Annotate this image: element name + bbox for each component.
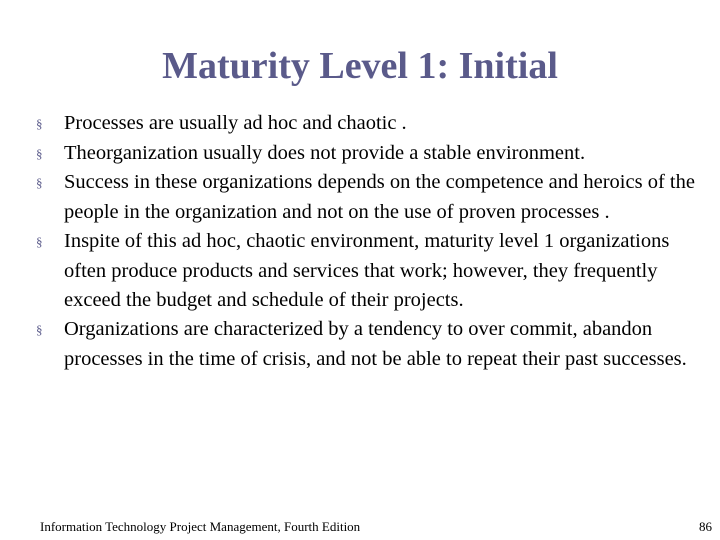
bullet-text: Inspite of this ad hoc, chaotic environment, maturity level 1 organizations often produce products and services that work; however, they frequently exceed the budget and schedule of their projects. <box>64 230 670 311</box>
bullet-marker-icon: § <box>36 234 43 250</box>
bullet-item <box>34 227 702 315</box>
slide-title: Maturity Level 1: Initial <box>162 45 558 87</box>
bullet-item <box>34 139 702 168</box>
bullet-text: Theorganization usually does not provide a stable environment. <box>64 141 586 164</box>
bullet-marker-icon: § <box>36 116 43 131</box>
bullet-list <box>34 109 702 374</box>
bullet-item <box>34 168 702 226</box>
bullet-item <box>34 109 702 138</box>
bullet-text: Processes are usually ad hoc and chaotic . <box>64 112 407 134</box>
bullet-marker-icon: § <box>36 175 43 191</box>
bullet-marker-icon: § <box>36 322 43 338</box>
bullet-text: Organizations are characterized by a tendency to over commit, abandon processes in the time of crisis, and not be able to repeat their past successes. <box>64 318 687 370</box>
bullet-item <box>34 315 702 373</box>
bullet-marker-icon: § <box>36 145 43 161</box>
bullet-text: Success in these organizations depends on the competence and heroics of the people in the organization and not on the use of proven processes . <box>64 171 695 223</box>
footer-text: Information Technology Project Management, Fourth Edition <box>40 519 361 534</box>
page-number: 86 <box>699 519 712 534</box>
